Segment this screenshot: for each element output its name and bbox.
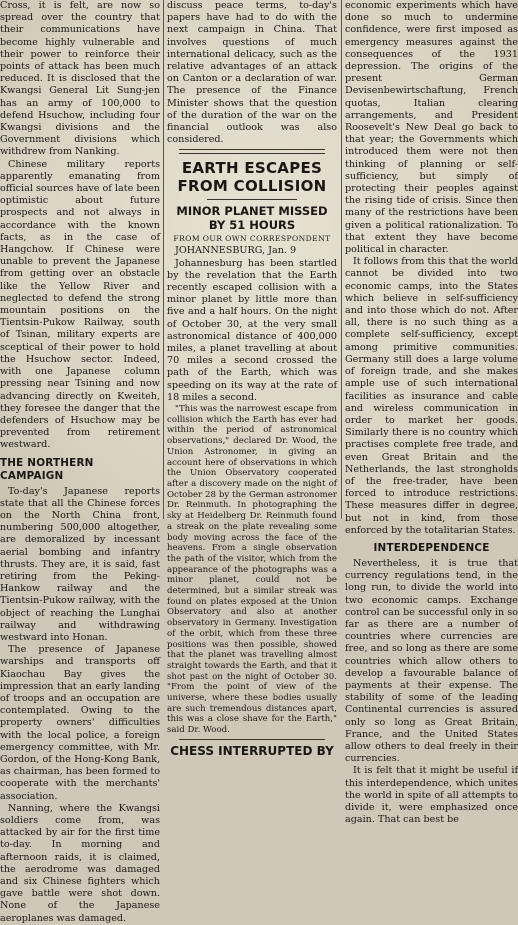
article-paragraph: discuss peace terms, to-day's papers have had to do with the next campaign in China. That involves questions of much international delicacy, such as the relative advantages of an attack on Canton or a declaration of war. The presence of the Finance Minister shows that the question of the duration of the war on the financial outlook was also considered. bbox=[167, 0, 337, 146]
article-paragraph: To-day's Japanese reports state that all the Chinese forces on the North China front, numbering 500,000 altogether, are demoralized by incessant aerial bombing and infantry thrusts. They are, it is said, fast retiring from the Peking-Hankow railway and the Tientsin-Pukow railway, with the object of reaching the Lunghai railway and withdrawing westward into Honan. bbox=[0, 485, 160, 643]
article-subheadline: MINOR PLANET MISSED BY 51 HOURS bbox=[176, 204, 328, 233]
column-center bbox=[167, 0, 337, 758]
article-paragraph: "This was the narrowest escape from collision which the Earth has ever had within the period of astronomical observations," declared Dr. Wood, the Union Astronomer, in giving an account here of observations in which the Union Observatory cooperated after a discovery made on the night of October 28 by the German astronomer Dr. Reinmuth. In photographing the sky at Heidelberg Dr. Reinmuth found a streak on the plate revealing some body moving across the face of the heavens. From a single observation the path of the visitor, which from the appearance of the photographs was a minor planet, could not be determined, but a similar streak was found on plates exposed at the Union Observatory and also at another observatory in Germany. Investigation of the orbit, which from these three positions was then possible, showed that the planet was travelling almost straight towards the Earth, and that it shot past on the night of October 30. "From the point of view of the universe, where these bodies usually are such tremendous distances apart, this was a close shave for the Earth," said Dr. Wood. bbox=[167, 404, 337, 736]
byline: FROM OUR OWN CORRESPONDENT bbox=[173, 234, 331, 244]
article-paragraph: Nanning, where the Kwangsi soldiers come from, was attacked by air for the first time to-day. In morning and afternoon raids, it is claimed, the aerodrome was damaged and six Chinese fighters which gave battle were shot down. None of the Japanese aeroplanes was damaged. bbox=[0, 802, 160, 924]
separator-rule bbox=[179, 149, 325, 150]
article-paragraph: economic experiments which have done so much to undermine confidence, were first imposed as emergency measures against the consequences of the 1931 depression. The origins of the present German Devisenbewirtschaftung, French quotas, Italian clearing arrangements, and President Roosevelt's New Deal go back to that year; the Governments which introduced them were not then thinking of planning or self-sufficiency, but simply of protecting their peoples against the rising tide of crisis. Since then many of the restrictions have been given a political rationalization. To that extent they have become political in character. bbox=[345, 0, 518, 256]
separator-rule bbox=[179, 739, 325, 740]
article-paragraph: Nevertheless, it is true that currency regulations tend, in the long run, to divide the world into two economic camps. Exchange control can be successful only in so far as there are a number of countries where currencies are free, and so long as there are some countries which allow others to develop a favourable balance of payments at their expense. The stability of some of the leading Continental currencies is assured only so long as Great Britain, France, and the United States allow others to deal freely in their currencies. bbox=[345, 557, 518, 765]
column-divider bbox=[163, 0, 164, 519]
section-heading-northern-campaign: THE NORTHERN CAMPAIGN bbox=[0, 456, 94, 482]
next-article-headline: CHESS INTERRUPTED BY bbox=[170, 743, 334, 758]
article-paragraph: The presence of Japanese warships and transports off Kiaochau Bay gives the impression that an early landing of troops and an occupation are contemplated. Owing to the property owners' difficulties with the local police, a foreign emergency committee, with Mr. Gordon, of the Hong-Kong Bank, as chairman, has been formed to cooperate with the merchants' association. bbox=[0, 644, 160, 802]
column-left bbox=[0, 0, 160, 924]
column-right bbox=[345, 0, 518, 826]
article-paragraph: It is felt that it might be useful if this interdependence, which unites the world in spite of all attempts to divide it, were emphasized once again. That can best be bbox=[345, 765, 518, 826]
separator-rule bbox=[207, 199, 297, 200]
article-paragraph: Chinese military reports apparently emanating from official sources have of late been optimistic about future prospects and not always in accordance with the known facts, as in the case of Hangchow. If Chinese were unable to prevent the Japanese from getting over an obstacle like the Yellow River and neglected to defend the strong mountain positions on the Tientsin-Pukow Railway, south of Tsinan, military experts are sceptical of their power to hold the Hsuchow sector. Indeed, with one Japanese column pressing near Tsining and now advancing directly on Kweiteh, they foresee the danger that the defenders of Hsuchow may be prevented from retirement westward. bbox=[0, 158, 160, 451]
article-headline: EARTH ESCAPES FROM COLLISION bbox=[177, 159, 327, 195]
section-heading-interdependence: INTERDEPENDENCE bbox=[373, 541, 490, 554]
article-paragraph: Johannesburg has been startled by the revelation that the Earth recently escaped collision with a minor planet by little more than five and a half hours. On the night of October 30, at the very small astronomical distance of 400,000 miles, a planet travelling at about 70 miles a second crossed the path of the Earth, which was speeding on its way at the rate of 18 miles a second. bbox=[167, 257, 337, 403]
separator-rule bbox=[179, 153, 325, 154]
column-divider bbox=[341, 0, 342, 519]
article-paragraph: Cross, it is felt, are now so spread over the country that their communications have become highly vulnerable and their power to reinforce their points of attack has been much reduced. It is disclosed that the Kwangsi General Lit Sung-jen has an army of 100,000 to defend Hsuchow, including four Kwangsi divisions and the Government divisions which withdrew from Nanking. bbox=[0, 0, 160, 158]
article-paragraph: It follows from this that the world cannot be divided into two economic camps, into the States which believe in self-sufficiency and into those which do not. After all, there is no such thing as a complete self-sufficiency, except among primitive communities. Germany still does a large volume of foreign trade, and she makes ample use of such international facilities as insurance and cable and wireless communication in order to market her goods. Similarly there is no country which practises complete free trade, and even Great Britain and the Netherlands, the last strongholds of the free-trader, have been forced to introduce restrictions. These measures differ in degree, but not in kind, from those enforced by the totalitarian States. bbox=[345, 256, 518, 536]
dateline: JOHANNESBURG, Jan. 9 bbox=[175, 245, 297, 257]
